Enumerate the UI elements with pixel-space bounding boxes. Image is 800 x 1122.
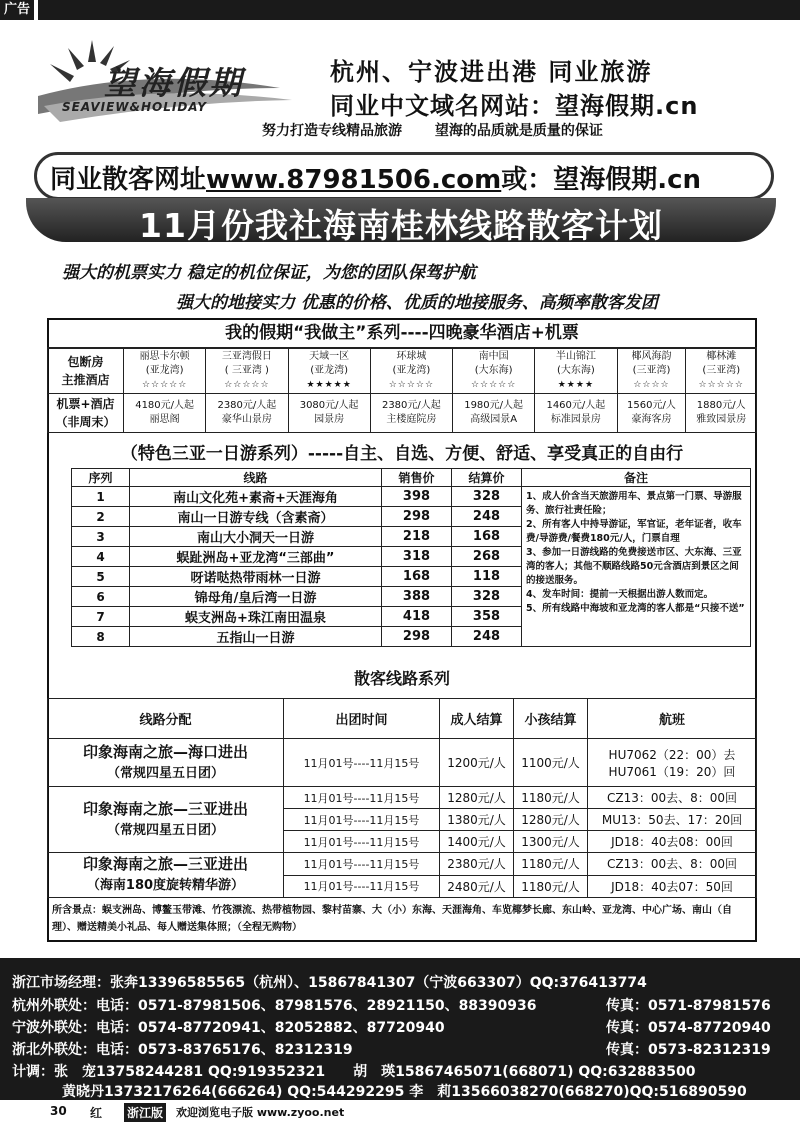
fax-hangzhou: 传真：0571-87981576 [606, 998, 771, 1014]
hotel-room: 豪海客房 [631, 414, 672, 425]
slogan-left: 努力打造专线精品旅游 [262, 123, 402, 139]
tour-name: 印象海南之旅—三亚进出 [82, 855, 248, 873]
row-no: 5 [72, 567, 130, 587]
tour-adult-price: 1400元/人 [440, 831, 514, 853]
contact-operators-2: 黄晓丹13732176264(666264) QQ:544292295 李 莉13566038270(668270)QQ:516890590 [62, 1084, 747, 1100]
hotel-room: 主楼庭院房 [386, 414, 437, 425]
col-header-adult: 成人结算 [440, 699, 514, 739]
note-item: 2、所有客人中持导游证，军官证，老年证者，收车费/导游费/餐费180元/人，门票自理 [526, 519, 742, 544]
hotel-cell [686, 349, 757, 394]
tour-child-price: 1180元/人 [514, 853, 588, 876]
tour-flight [588, 739, 757, 787]
col-header-route: 线路 [130, 469, 382, 487]
row-no: 2 [72, 507, 130, 527]
hotel-area: (亚龙湾) [310, 365, 349, 376]
row-settle: 248 [452, 507, 522, 527]
hotel-stars: ☆☆☆☆☆ [470, 380, 517, 390]
hotel-room: 豪华山景房 [221, 414, 272, 425]
tour-date: 11月01号----11月15号 [284, 787, 440, 809]
tour-flight: JD18：40去07：50回 [588, 875, 757, 898]
tour-date: 11月01号----11月15号 [284, 875, 440, 898]
row-route: 蜈趾洲岛+亚龙湾“三部曲” [130, 547, 382, 567]
daytour-table [71, 468, 751, 647]
note-item: 5、所有线路中海坡和亚龙湾的客人都是“只接不送” [526, 603, 745, 614]
tour-date: 11月01号----11月15号 [284, 853, 440, 876]
row-sale: 218 [382, 527, 452, 547]
note-item: 3、参加一日游线路的免费接送市区、大东海、三亚湾的客人；其他不顺路线路50元含酒店到景区之间的接送服务。 [526, 547, 742, 586]
contact-hangzhou: 杭州外联处：电话：0571-87981506、87981576、28921150、88390936 [12, 998, 537, 1014]
daytour-notes [522, 487, 751, 647]
row-sale: 298 [382, 507, 452, 527]
hotel-name: 椰林滩 [706, 351, 737, 362]
hotel-room: 园景房 [314, 414, 345, 425]
tour-child-price: 1180元/人 [514, 875, 588, 898]
hotel-price-cell [617, 394, 686, 433]
row-route: 南山文化苑+素斋+天涯海角 [130, 487, 382, 507]
note-item: 1、成人价含当天旅游用车、景点第一门票、导游服务、旅行社责任险； [526, 491, 742, 516]
col-header-notes: 备注 [522, 469, 751, 487]
tour-flight: CZ13：00去、8：00回 [588, 787, 757, 809]
hotel-names-row [48, 349, 757, 394]
footer-red: 红 [90, 1106, 103, 1120]
hotel-name: 半山锦江 [555, 351, 596, 362]
hotel-name: 三亚湾假日 [221, 351, 272, 362]
hotel-area: ( 三亚湾 ) [224, 365, 269, 376]
hotel-price-cell [686, 394, 757, 433]
hotel-stars: ☆☆☆☆☆ [698, 380, 744, 390]
hotel-stars: ☆☆☆☆☆ [141, 380, 188, 390]
fax-ningbo: 传真：0574-87720940 [606, 1020, 771, 1036]
hotel-price-cell [453, 394, 535, 433]
hotel-stars: ★★★★★ [306, 380, 352, 390]
row-no: 4 [72, 547, 130, 567]
hotel-cell [535, 349, 617, 394]
row-settle: 118 [452, 567, 522, 587]
logo-english-name: SEAVIEW&HOLIDAY [62, 100, 207, 114]
hotel-price: 2380元/人起 [381, 400, 441, 411]
tour-child-price: 1180元/人 [514, 787, 588, 809]
contact-zhebei: 浙北外联处：电话：0573-83765176、82312319 [12, 1042, 353, 1058]
url-banner-text [50, 159, 701, 196]
col-header-child: 小孩结算 [514, 699, 588, 739]
hotel-area: (大东海) [556, 365, 595, 376]
row-route: 锦母角/皇后湾一日游 [130, 587, 382, 607]
tour-adult-price: 2380元/人 [440, 853, 514, 876]
row-sale: 388 [382, 587, 452, 607]
row-sale: 298 [382, 627, 452, 647]
col-header-date: 出团时间 [284, 699, 440, 739]
hotel-cell [453, 349, 535, 394]
hotel-cell [288, 349, 370, 394]
table-row [48, 853, 757, 876]
price-row-label-2: （非周末） [55, 415, 116, 429]
row-no: 1 [72, 487, 130, 507]
hotel-price: 4180元/人起 [135, 400, 195, 411]
hotel-name: 环球城 [396, 351, 427, 362]
col-header-settle: 结算价 [452, 469, 522, 487]
daytour-title: （特色三亚一日游系列）-----自主、自选、方便、舒适、享受真正的自由行 [120, 444, 684, 464]
hotel-price-cell [124, 394, 206, 433]
strength-line-2: 强大的地接实力 优惠的价格、优质的地接服务、高频率散客发团 [176, 293, 658, 313]
slogan-right: 望海的品质就是质量的保证 [434, 123, 603, 139]
logo-chinese-name: 望海假期 [104, 64, 245, 102]
row-sale: 398 [382, 487, 452, 507]
tour-adult-price: 1280元/人 [440, 787, 514, 809]
row-settle: 248 [452, 627, 522, 647]
headline-domain: 同业中文域名网站：望海假期.cn [330, 92, 699, 120]
table-row [48, 787, 757, 809]
tour-route-name [48, 787, 284, 853]
tour-header-row [48, 699, 757, 739]
contact-ningbo: 宁波外联处：电话：0574-87720941、82052882、87720940 [12, 1020, 445, 1036]
col-header-flight: 航班 [588, 699, 757, 739]
tour-route-name [48, 853, 284, 898]
flight-back: HU7061（19：20）回 [608, 764, 736, 779]
price-row-label [48, 394, 124, 433]
tour-sub: （常规四星五日团） [106, 822, 224, 838]
hotel-stars: ★★★★ [557, 380, 595, 390]
row-route: 南山一日游专线（含素斋） [130, 507, 382, 527]
row-route: 呀诺哒热带雨林一日游 [130, 567, 382, 587]
row-route: 南山大小洞天一日游 [130, 527, 382, 547]
url-prefix: 同业散客网址 [50, 165, 207, 195]
hotel-cell [206, 349, 288, 394]
table-row [48, 739, 757, 787]
hotel-name: 天域一区 [309, 351, 350, 362]
tour-date: 11月01号----11月15号 [284, 809, 440, 831]
hotel-cell [124, 349, 206, 394]
headline-ports: 杭州、宁波进出港 同业旅游 [330, 58, 653, 86]
hotel-price-cell [288, 394, 370, 433]
row-route: 五指山一日游 [130, 627, 382, 647]
price-row-label-1: 机票+酒店 [56, 397, 115, 411]
hotel-price: 1880元/人 [696, 400, 746, 411]
contact-manager: 浙江市场经理：张奔13396585565（杭州）、15867841307（宁波663307）QQ:376413774 [12, 975, 647, 991]
hotel-area: (三亚湾) [702, 365, 741, 376]
hotel-row-label-1: 包断房 [67, 355, 104, 369]
hotel-package-title: 我的假期“我做主”系列----四晚豪华酒店+机票 [47, 318, 757, 348]
strength-line-1: 强大的机票实力 稳定的机位保证，为您的团队保驾护航 [62, 263, 476, 283]
hotel-price: 2380元/人起 [217, 400, 277, 411]
contacts-panel [0, 958, 800, 1100]
row-settle: 358 [452, 607, 522, 627]
page-number: 30 [50, 1104, 67, 1118]
note-item: 4、发车时间：提前一天根据出游人数而定。 [526, 589, 714, 600]
url-suffix: 或：望海假期.cn [501, 165, 702, 195]
hotel-price: 1980元/人起 [464, 400, 524, 411]
row-sale: 418 [382, 607, 452, 627]
row-settle: 168 [452, 527, 522, 547]
tour-adult-price: 1380元/人 [440, 809, 514, 831]
ad-tag: 广告 [0, 0, 34, 20]
hotel-area: (三亚湾) [632, 365, 671, 376]
main-title: 11月份我社海南桂林线路散客计划 [139, 206, 663, 245]
hotel-stars: ☆☆☆☆☆ [388, 380, 435, 390]
hotel-area: (亚龙湾) [145, 365, 184, 376]
hotel-price: 1460元/人起 [546, 400, 606, 411]
col-header-sale: 销售价 [382, 469, 452, 487]
row-settle: 328 [452, 487, 522, 507]
slogan [262, 120, 631, 140]
tour-flight: CZ13：00去、8：00回 [588, 853, 757, 876]
tour-child-price: 1280元/人 [514, 809, 588, 831]
row-settle: 268 [452, 547, 522, 567]
tour-sub: （常规四星五日团） [106, 765, 224, 781]
hotel-cell [370, 349, 452, 394]
row-no: 3 [72, 527, 130, 547]
daytour-header-row [72, 469, 751, 487]
row-no: 6 [72, 587, 130, 607]
hotel-price-cell [206, 394, 288, 433]
hotel-area: (大东海) [474, 365, 513, 376]
contact-operators-1: 计调：张 宠13758244281 QQ:919352321 胡 瑛15867465071(668071) QQ:632883500 [12, 1064, 696, 1080]
tour-name: 印象海南之旅—三亚进出 [82, 799, 248, 818]
hotel-prices-row [48, 394, 757, 433]
hotel-room: 雅致园景房 [696, 414, 747, 425]
tour-route-name [48, 739, 284, 787]
tour-child-price: 1100元/人 [514, 739, 588, 787]
row-sale: 168 [382, 567, 452, 587]
tour-child-price: 1300元/人 [514, 831, 588, 853]
included-attractions: 所含景点：蜈支洲岛、博鳌玉带滩、竹筏漂流、热带植物园、黎村苗寨、大（小）东海、天涯海角、车览椰梦长廊、东山岭、亚龙湾、中心广场、南山（自理）、赠送精美小礼品、每人赠送集体照；（全程无购物） [52, 905, 732, 933]
tour-series-table [47, 698, 757, 898]
tour-adult-price: 1200元/人 [440, 739, 514, 787]
ad-bar [0, 0, 800, 20]
hotel-price-cell [535, 394, 617, 433]
hotel-stars: ☆☆☆☆☆ [224, 380, 270, 390]
hotel-room: 标准园景房 [550, 414, 601, 425]
row-settle: 328 [452, 587, 522, 607]
tour-flight: MU13：50去、17：20回 [588, 809, 757, 831]
hotel-room: 丽思阁 [149, 414, 180, 425]
tour-sub: （海南180度旋转精华游） [86, 878, 245, 893]
tour-date: 11月01号----11月15号 [284, 739, 440, 787]
footer-welcome: 欢迎浏览电子版 www.zyoo.net [176, 1106, 345, 1119]
row-route: 蜈支洲岛+珠江南田温泉 [130, 607, 382, 627]
hotel-cell [617, 349, 686, 394]
edition-badge: 浙江版 [124, 1103, 166, 1122]
hotel-row-label-2: 主推酒店 [61, 373, 110, 387]
hotel-name: 南中国 [478, 351, 509, 362]
hotel-price: 1560元/人 [627, 400, 676, 411]
page-footer [0, 1100, 800, 1122]
table-row [72, 487, 751, 507]
hotel-room: 高级园景A [470, 414, 518, 425]
row-no: 8 [72, 627, 130, 647]
hotel-name: 椰风海韵 [631, 351, 672, 362]
col-header-route: 线路分配 [48, 699, 284, 739]
col-header-no: 序列 [72, 469, 130, 487]
tour-series-title: 散客线路系列 [353, 669, 450, 688]
tour-name: 印象海南之旅—海口进出 [82, 742, 248, 761]
hotel-name: 丽思卡尔顿 [139, 351, 190, 362]
row-sale: 318 [382, 547, 452, 567]
tour-date: 11月01号----11月15号 [284, 831, 440, 853]
fax-zhebei: 传真：0573-82312319 [606, 1042, 771, 1058]
hotel-price: 3080元/人起 [299, 400, 359, 411]
hotel-price-cell [370, 394, 452, 433]
hotel-package-table [47, 348, 757, 433]
tour-adult-price: 2480元/人 [440, 875, 514, 898]
hotel-stars: ☆☆☆☆ [633, 380, 670, 390]
hotel-row-label [48, 349, 124, 394]
tour-flight: JD18：40去08：00回 [588, 831, 757, 853]
url-link[interactable]: www.87981506.com [206, 165, 502, 195]
hotel-area: (亚龙湾) [392, 365, 431, 376]
flight-out: HU7062（22：00）去 [608, 747, 736, 762]
row-no: 7 [72, 607, 130, 627]
